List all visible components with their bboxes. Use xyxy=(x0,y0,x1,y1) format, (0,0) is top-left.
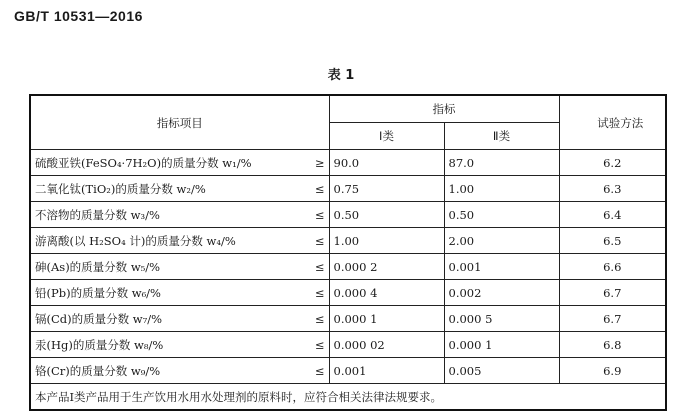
row-method: 6.3 xyxy=(559,176,666,202)
table-row xyxy=(30,150,666,176)
row-class1-value: 90.0 xyxy=(329,150,444,176)
row-class2-value: 0.005 xyxy=(444,358,559,384)
row-item: 不溶物的质量分数 w₃/% xyxy=(30,202,289,228)
row-item: 硫酸亚铁(FeSO₄·7H₂O)的质量分数 w₁/% xyxy=(30,150,289,176)
header-class1: Ⅰ类 xyxy=(329,123,444,150)
header-method xyxy=(559,95,666,150)
row-method: 6.2 xyxy=(559,150,666,176)
row-method: 6.4 xyxy=(559,202,666,228)
row-operator: ≤ xyxy=(289,254,329,280)
row-method: 6.9 xyxy=(559,358,666,384)
row-operator: ≤ xyxy=(289,358,329,384)
row-class1-value: 0.000 1 xyxy=(329,306,444,332)
row-class1-value: 0.75 xyxy=(329,176,444,202)
row-operator: ≤ xyxy=(289,280,329,306)
table-row xyxy=(30,332,666,358)
row-operator: ≤ xyxy=(289,228,329,254)
row-item: 铬(Cr)的质量分数 w₉/% xyxy=(30,358,289,384)
row-operator: ≥ xyxy=(289,150,329,176)
row-item: 铅(Pb)的质量分数 w₆/% xyxy=(30,280,289,306)
footnote-row xyxy=(30,384,666,411)
row-class2-value: 0.000 5 xyxy=(444,306,559,332)
table-row xyxy=(30,228,666,254)
row-method: 6.5 xyxy=(559,228,666,254)
table-title: 表 1 xyxy=(327,68,355,83)
row-class1-value: 0.50 xyxy=(329,202,444,228)
header-method-text: 试验方法 xyxy=(597,115,644,130)
row-class2-value: 87.0 xyxy=(444,150,559,176)
table-row xyxy=(30,306,666,332)
footnote: 本产品Ⅰ类产品用于生产饮用水用水处理剂的原料时，应符合相关法律法规要求。 xyxy=(30,384,666,411)
row-method: 6.7 xyxy=(559,280,666,306)
standard-code: GB/T 10531—2016 xyxy=(14,8,143,24)
row-class2-value: 0.000 1 xyxy=(444,332,559,358)
row-operator: ≤ xyxy=(289,332,329,358)
header-class2: Ⅱ类 xyxy=(444,123,559,150)
row-method: 6.7 xyxy=(559,306,666,332)
row-class1-value: 1.00 xyxy=(329,228,444,254)
row-class1-value: 0.000 02 xyxy=(329,332,444,358)
row-class2-value: 1.00 xyxy=(444,176,559,202)
row-item: 镉(Cd)的质量分数 w₇/% xyxy=(30,306,289,332)
row-class2-value: 0.002 xyxy=(444,280,559,306)
table-row xyxy=(30,254,666,280)
row-item: 汞(Hg)的质量分数 w₈/% xyxy=(30,332,289,358)
row-item: 二氧化钛(TiO₂)的质量分数 w₂/% xyxy=(30,176,289,202)
row-operator: ≤ xyxy=(289,176,329,202)
row-class2-value: 0.001 xyxy=(444,254,559,280)
spec-table xyxy=(29,94,667,411)
table-row xyxy=(30,280,666,306)
row-class1-value: 0.000 2 xyxy=(329,254,444,280)
header-item: 指标项目 xyxy=(30,95,329,150)
table-row xyxy=(30,176,666,202)
row-class1-value: 0.001 xyxy=(329,358,444,384)
table-row xyxy=(30,358,666,384)
table-row xyxy=(30,202,666,228)
row-item: 游离酸(以 H₂SO₄ 计)的质量分数 w₄/% xyxy=(30,228,289,254)
header-indicator: 指标 xyxy=(329,95,559,123)
row-class1-value: 0.000 4 xyxy=(329,280,444,306)
row-operator: ≤ xyxy=(289,306,329,332)
row-class2-value: 2.00 xyxy=(444,228,559,254)
header-row-1 xyxy=(30,95,666,123)
row-item: 砷(As)的质量分数 w₅/% xyxy=(30,254,289,280)
row-class2-value: 0.50 xyxy=(444,202,559,228)
row-method: 6.6 xyxy=(559,254,666,280)
row-operator: ≤ xyxy=(289,202,329,228)
row-method: 6.8 xyxy=(559,332,666,358)
